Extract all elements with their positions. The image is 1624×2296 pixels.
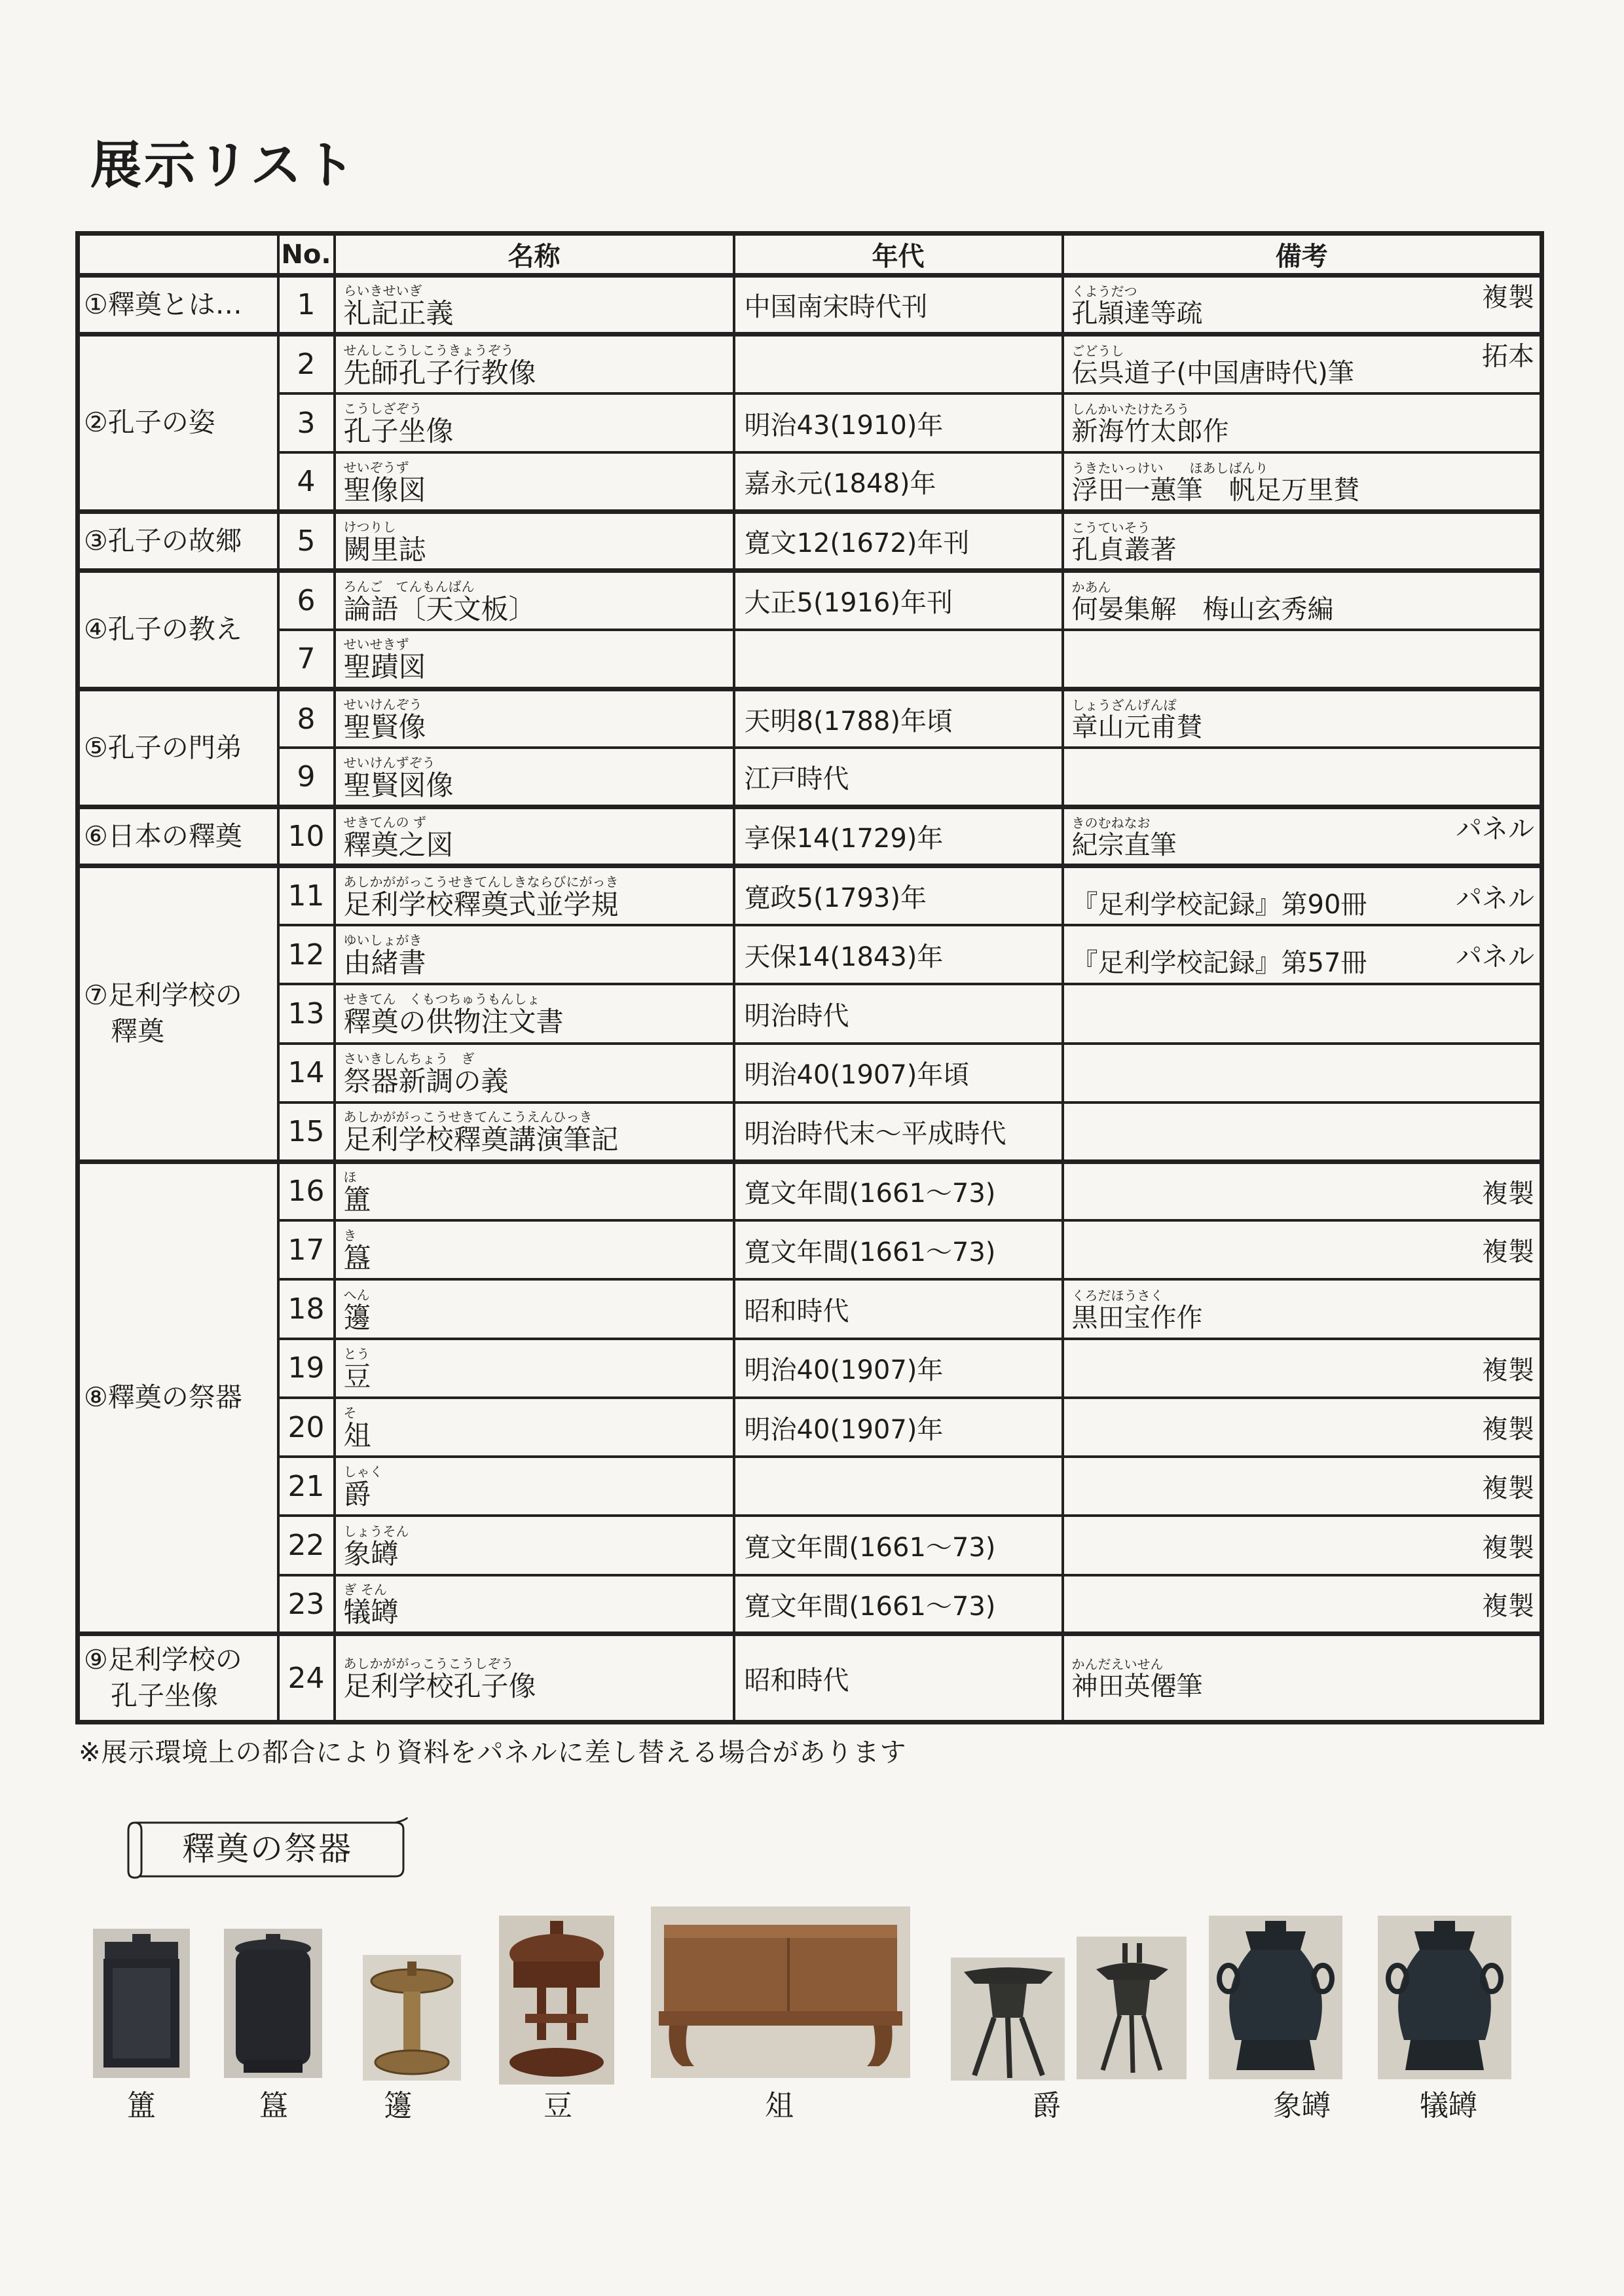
item-note-cell (1063, 1220, 1542, 1279)
table-row (78, 689, 1542, 748)
table-row (78, 1161, 1542, 1220)
item-name-ruby: せきてん くもつちゅうもんしょ (343, 991, 540, 1008)
section-label: ⑤孔子の門弟 (78, 689, 278, 807)
item-name: 祭器新調の義 (343, 1065, 509, 1097)
section-label: ⑨足利学校の 孔子坐像 (78, 1634, 278, 1722)
item-number: 16 (278, 1161, 335, 1220)
item-tag: 複製 (1482, 1237, 1534, 1267)
item-note-cell (1063, 393, 1542, 452)
item-name-ruby: とう (343, 1345, 370, 1362)
item-era: 明治時代 (734, 984, 1063, 1043)
item-note-ruby: きのむねなお (1071, 814, 1151, 831)
item-note-cell (1063, 748, 1542, 807)
item-note: 黒田宝作作 (1071, 1302, 1203, 1333)
vessel-label-dou: 豆 (544, 2089, 572, 2123)
table-row (78, 1575, 1542, 1634)
item-number: 23 (278, 1575, 335, 1634)
table-row (78, 1044, 1542, 1102)
item-number: 3 (278, 393, 335, 452)
table-row (78, 276, 1542, 335)
item-tag: 複製 (1482, 1355, 1534, 1386)
item-era (734, 630, 1063, 689)
table-row (78, 807, 1542, 866)
item-note-cell (1063, 1161, 1542, 1220)
item-note-ruby: しんかいたけたろう (1071, 401, 1190, 418)
table-row (78, 630, 1542, 689)
gui-vessel-image (224, 1929, 322, 2078)
item-name-cell (335, 511, 734, 570)
item-name-cell (335, 1575, 734, 1634)
item-name-ruby: けつりし (343, 519, 396, 535)
item-number: 18 (278, 1279, 335, 1338)
item-name-cell (335, 335, 734, 393)
item-tag: 複製 (1482, 1414, 1534, 1445)
table-row (78, 1516, 1542, 1575)
item-name-cell (335, 1339, 734, 1398)
section-label: ①釋奠とは… (78, 276, 278, 335)
item-number: 11 (278, 866, 335, 925)
section-label: ④孔子の教え (78, 571, 278, 689)
table-row (78, 1102, 1542, 1161)
item-note-cell (1063, 1457, 1542, 1516)
item-name-cell (335, 1516, 734, 1575)
item-name: 俎 (343, 1419, 371, 1452)
item-name-cell (335, 630, 734, 689)
item-number: 9 (278, 748, 335, 807)
item-name-cell (335, 1279, 734, 1338)
item-name-cell (335, 748, 734, 807)
item-tag: 拓本 (1482, 341, 1534, 372)
item-note-ruby (1072, 1362, 1540, 1377)
item-name: 籩 (343, 1301, 371, 1334)
vessel-label-fu: 簠 (127, 2089, 156, 2123)
item-name-ruby: らいきせいぎ (343, 282, 422, 299)
item-name-ruby: せいせきず (343, 636, 409, 653)
item-number: 4 (278, 452, 335, 511)
item-era: 享保14(1729)年 (734, 807, 1063, 866)
item-name: 闕里誌 (343, 533, 426, 566)
item-era: 明治40(1907)年頃 (734, 1044, 1063, 1102)
item-note-ruby (1072, 1186, 1540, 1200)
item-note-ruby: ごどうし (1071, 342, 1124, 359)
item-tag: 複製 (1482, 1533, 1534, 1563)
item-note-ruby: しょうざんげんぽ (1071, 697, 1177, 713)
header-era: 年代 (734, 234, 1063, 276)
item-name: 聖蹟図 (343, 651, 426, 683)
item-name: 爵 (343, 1478, 371, 1511)
item-era: 嘉永元(1848)年 (734, 452, 1063, 511)
item-tag: パネル (1456, 941, 1534, 972)
item-name: 足利学校釋奠式並学規 (343, 888, 619, 920)
item-number: 2 (278, 335, 335, 393)
item-name: 聖像図 (343, 473, 426, 506)
item-era (734, 335, 1063, 393)
item-name: 孔子坐像 (343, 415, 454, 448)
table-row (78, 1398, 1542, 1457)
jue-vessel-image (951, 1958, 1065, 2081)
header-no: No. (278, 234, 335, 276)
item-era: 天保14(1843)年 (734, 925, 1063, 984)
item-name-cell (335, 1102, 734, 1161)
item-name: 先師孔子行教像 (343, 356, 536, 389)
item-number: 14 (278, 1044, 335, 1102)
table-row (78, 1279, 1542, 1338)
item-note-ruby (1072, 1598, 1540, 1613)
item-note: 孔頴達等疏 (1071, 298, 1203, 329)
item-name-cell (335, 452, 734, 511)
item-name: 足利学校孔子像 (343, 1670, 536, 1703)
item-name-cell (335, 1220, 734, 1279)
item-note-cell (1063, 511, 1542, 570)
item-number: 7 (278, 630, 335, 689)
table-row (78, 748, 1542, 807)
item-note-cell (1063, 452, 1542, 511)
item-era: 昭和時代 (734, 1634, 1063, 1722)
item-number: 20 (278, 1398, 335, 1457)
item-era: 昭和時代 (734, 1279, 1063, 1338)
item-era: 寛文年間(1661～73) (734, 1516, 1063, 1575)
item-name-ruby: せきてんの ず (343, 814, 426, 830)
table-row (78, 393, 1542, 452)
item-note-cell (1063, 335, 1542, 393)
item-note-cell (1063, 689, 1542, 748)
item-tag: パネル (1456, 814, 1534, 845)
item-note-ruby (1072, 1421, 1540, 1436)
item-note-cell (1063, 807, 1542, 866)
item-era: 江戸時代 (734, 748, 1063, 807)
item-name-ruby: ろんご てんもんばん (343, 578, 475, 594)
item-note-ruby: うきたいっけい ほあしばんり (1071, 460, 1268, 476)
item-note: 紀宗直筆 (1071, 829, 1177, 860)
item-name-ruby: へん (343, 1286, 370, 1303)
item-name-cell (335, 1398, 734, 1457)
bian-vessel-image (363, 1955, 461, 2081)
item-name: 簠 (343, 1183, 371, 1216)
item-name-ruby: こうしざぞう (343, 401, 422, 417)
item-number: 21 (278, 1457, 335, 1516)
item-note: 孔貞叢著 (1071, 534, 1177, 565)
item-name-cell (335, 689, 734, 748)
item-number: 10 (278, 807, 335, 866)
item-era: 寛文年間(1661～73) (734, 1575, 1063, 1634)
item-name: 論語〔天文板〕 (343, 592, 536, 625)
item-number: 6 (278, 571, 335, 630)
item-number: 8 (278, 689, 335, 748)
vessel-label-xiangzun: 象罇 (1273, 2089, 1331, 2123)
header-section (78, 234, 278, 276)
item-note: 浮田一蕙筆 帆足万里賛 (1071, 475, 1360, 505)
item-note-ruby (1072, 653, 1540, 667)
item-name-ruby: ゆいしょがき (343, 932, 422, 949)
item-name-cell (335, 571, 734, 630)
item-name: 豆 (343, 1360, 371, 1393)
item-era: 寛文年間(1661～73) (734, 1220, 1063, 1279)
item-note-ruby: かんだえいせん (1071, 1656, 1164, 1673)
jue-vessel-image-2 (1077, 1937, 1187, 2079)
item-name: 簋 (343, 1242, 371, 1275)
item-note-ruby (1072, 1067, 1540, 1082)
item-note-cell (1063, 1044, 1542, 1102)
vessels-heading-banner (126, 1817, 409, 1880)
item-era: 天明8(1788)年頃 (734, 689, 1063, 748)
vessel-label-bian: 籩 (384, 2089, 413, 2123)
item-number: 19 (278, 1339, 335, 1398)
item-note-cell (1063, 571, 1542, 630)
item-name: 釋奠の供物注文書 (343, 1006, 564, 1038)
item-era: 明治43(1910)年 (734, 393, 1063, 452)
item-name-cell (335, 866, 734, 925)
table-row (78, 452, 1542, 511)
section-label: ③孔子の故郷 (78, 511, 278, 570)
item-name-cell (335, 1634, 734, 1722)
item-note-ruby (1072, 1008, 1540, 1022)
item-tag: 複製 (1482, 1473, 1534, 1504)
item-note-cell (1063, 1634, 1542, 1722)
item-note-cell (1063, 276, 1542, 335)
item-era: 寛政5(1793)年 (734, 866, 1063, 925)
item-note-cell (1063, 1516, 1542, 1575)
section-label: ⑧釋奠の祭器 (78, 1161, 278, 1634)
vessel-label-gui: 簋 (259, 2089, 288, 2123)
item-note-cell (1063, 925, 1542, 984)
item-note: 伝呉道子(中国唐時代)筆 (1071, 357, 1354, 388)
item-name-ruby: ぎ そん (343, 1582, 387, 1598)
item-name: 釋奠之図 (343, 828, 454, 861)
item-note: 新海竹太郎作 (1071, 416, 1229, 447)
item-name-cell (335, 984, 734, 1043)
page-title: 展示リスト (90, 136, 358, 195)
item-note-ruby (1072, 1125, 1540, 1140)
item-number: 22 (278, 1516, 335, 1575)
item-era: 明治40(1907)年 (734, 1398, 1063, 1457)
item-name-ruby: あしかががっこうせきてんこうえんひっき (343, 1109, 593, 1125)
item-note-ruby: かあん (1071, 579, 1111, 595)
item-name: 由緒書 (343, 947, 426, 979)
table-body (78, 276, 1542, 1722)
footnote: ※展示環境上の都合により資料をパネルに差し替える場合があります (79, 1738, 907, 1768)
item-note-ruby: くようだつ (1071, 283, 1137, 299)
table-row (78, 511, 1542, 570)
table-row (78, 1457, 1542, 1516)
vessel-label-jue: 爵 (1032, 2089, 1061, 2123)
item-name: 聖賢図像 (343, 769, 454, 801)
item-number: 13 (278, 984, 335, 1043)
item-note-ruby: くろだほうさく (1071, 1287, 1164, 1303)
item-tag: パネル (1456, 883, 1534, 914)
item-name-ruby: さいきしんちょう ぎ (343, 1050, 475, 1066)
item-name-cell (335, 1161, 734, 1220)
xizun-vessel-image (1378, 1916, 1511, 2079)
table-row (78, 866, 1542, 925)
table-row (78, 925, 1542, 984)
section-label: ⑥日本の釋奠 (78, 807, 278, 866)
item-note-ruby (1072, 1540, 1540, 1554)
item-name-ruby: ほ (343, 1169, 357, 1185)
item-note: 『足利学校記録』第90冊 (1071, 889, 1367, 920)
item-note-cell (1063, 1339, 1542, 1398)
item-name-cell (335, 925, 734, 984)
item-name: 聖賢像 (343, 711, 426, 743)
item-name-cell (335, 1044, 734, 1102)
item-note-ruby: こうていそう (1071, 519, 1151, 536)
item-name-ruby: せいぞうず (343, 459, 409, 475)
table-row (78, 571, 1542, 630)
item-note-cell (1063, 630, 1542, 689)
vessel-label-zu: 俎 (765, 2089, 794, 2123)
item-note-ruby (1072, 1480, 1540, 1495)
item-note-cell (1063, 1575, 1542, 1634)
xiangzun-vessel-image (1209, 1916, 1342, 2079)
item-note: 章山元甫賛 (1071, 712, 1203, 742)
item-era: 明治時代末～平成時代 (734, 1102, 1063, 1161)
item-tag: 複製 (1482, 282, 1534, 313)
item-name: 犠罇 (343, 1596, 399, 1629)
item-name-ruby: せいけんずぞう (343, 754, 435, 771)
item-era (734, 1457, 1063, 1516)
item-note: 神田英僊筆 (1071, 1671, 1203, 1702)
table-row (78, 1339, 1542, 1398)
item-era: 大正5(1916)年刊 (734, 571, 1063, 630)
item-era: 寛文年間(1661～73) (734, 1161, 1063, 1220)
header-name: 名称 (335, 234, 734, 276)
item-name-ruby: せいけんぞう (343, 697, 422, 712)
header-note: 備考 (1063, 234, 1542, 276)
item-name-cell (335, 276, 734, 335)
vessel-label-xizun: 犠罇 (1420, 2089, 1477, 2123)
item-note-ruby (1072, 1244, 1540, 1258)
fu-vessel-image (93, 1929, 190, 2078)
item-era: 明治40(1907)年 (734, 1339, 1063, 1398)
item-name-cell (335, 1457, 734, 1516)
item-name-ruby: あしかががっこうこうしぞう (343, 1656, 514, 1672)
item-note: 『足利学校記録』第57冊 (1071, 948, 1367, 979)
item-note-ruby (1072, 771, 1540, 786)
item-name: 礼記正義 (343, 297, 454, 329)
item-tag: 複製 (1482, 1178, 1534, 1209)
item-note-cell (1063, 1279, 1542, 1338)
item-number: 17 (278, 1220, 335, 1279)
item-number: 24 (278, 1634, 335, 1722)
section-label: ⑦足利学校の 釋奠 (78, 866, 278, 1161)
item-number: 1 (278, 276, 335, 335)
item-name-ruby: あしかががっこうせきてんしきならびにがっき (343, 873, 619, 890)
table-header-row (78, 234, 1542, 276)
item-tag: 複製 (1482, 1591, 1534, 1622)
item-number: 5 (278, 511, 335, 570)
exhibit-table (75, 231, 1544, 1724)
item-number: 15 (278, 1102, 335, 1161)
item-name: 足利学校釋奠講演筆記 (343, 1123, 619, 1156)
table-row (78, 1220, 1542, 1279)
item-era: 寛文12(1672)年刊 (734, 511, 1063, 570)
item-name-ruby: そ (343, 1405, 357, 1421)
item-name-cell (335, 393, 734, 452)
table-row (78, 1634, 1542, 1722)
zu-vessel-image (651, 1906, 910, 2078)
item-note-cell (1063, 866, 1542, 925)
item-note-cell (1063, 984, 1542, 1043)
item-name-ruby: しゃく (343, 1464, 383, 1480)
item-number: 12 (278, 925, 335, 984)
vessels-heading: 釋奠の祭器 (182, 1830, 352, 1868)
item-note-cell (1063, 1102, 1542, 1161)
item-name: 象罇 (343, 1537, 399, 1570)
table-row (78, 335, 1542, 393)
item-note-cell (1063, 1398, 1542, 1457)
item-name-ruby: き (343, 1228, 357, 1244)
item-name-ruby: せんしこうしこうきょうぞう (343, 342, 514, 358)
item-name-ruby: しょうそん (343, 1523, 409, 1539)
table-row (78, 984, 1542, 1043)
item-name-cell (335, 807, 734, 866)
dou-vessel-image (499, 1916, 614, 2085)
item-note: 何晏集解 梅山玄秀編 (1071, 594, 1334, 625)
section-label: ②孔子の姿 (78, 335, 278, 512)
item-era: 中国南宋時代刊 (734, 276, 1063, 335)
